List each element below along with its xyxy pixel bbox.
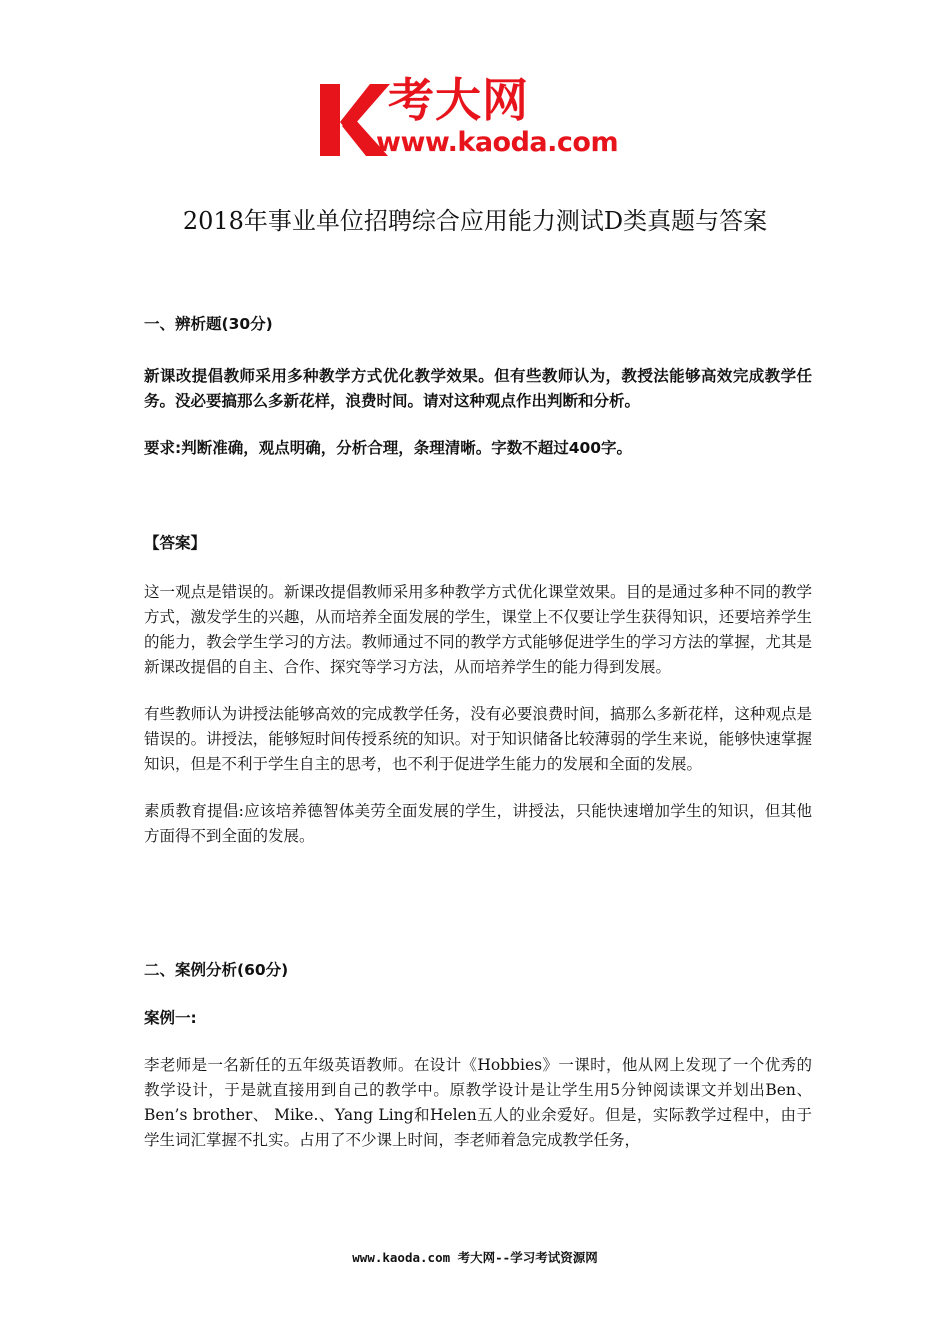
section2-heading: 二、案例分析(60分) [144, 961, 289, 979]
case-label: 案例一: [144, 1009, 197, 1027]
section1-question: 新课改提倡教师采用多种教学方式优化教学效果。但有些教师认为，教授法能够高效完成教学任务。没必要搞那么多新花样，浪费时间。请对这种观点作出判断和分析。 [144, 367, 812, 410]
page-footer: www.kaoda.com 考大网--学习考试资源网 [352, 1250, 598, 1265]
answer-paragraph-3: 素质教育提倡:应该培养德智体美劳全面发展的学生，讲授法，只能快速增加学生的知识，但其他方面得不到全面的发展。 [144, 802, 812, 845]
kaoda-logo [318, 73, 638, 160]
answer-paragraph-1: 这一观点是错误的。新课改提倡教师采用多种教学方式优化课堂效果。目的是通过多种不同的教学方式，激发学生的兴趣，从而培养全面发展的学生，课堂上不仅要让学生获得知识，还要培养学生的能力，教会学生学习的方法。教师通过不同的教学方式能够促进学生的学习方法的掌握，尤其是新课改提倡的自主、合作、探究等学习方法，从而培养学生的能力得到发展。 [144, 583, 812, 676]
section1-heading: 一、辨析题(30分) [144, 315, 273, 333]
document-title: 2018年事业单位招聘综合应用能力测试D类真题与答案 [182, 207, 768, 235]
section1-requirement: 要求:判断准确，观点明确，分析合理，条理清晰。字数不超过400字。 [144, 439, 633, 457]
case-text: 李老师是一名新任的五年级英语教师。在设计《Hobbies》一课时，他从网上发现了一个优秀的教学设计，于是就直接用到自己的教学中。原教学设计是让学生用5分钟阅读课文并划出Ben、Ben’s brother、 Mike.、Yang Ling和Helen五人的业余爱好。但是，实际教学过程中，由于学生词汇掌握不扎实。占用了不少课上时间，李老师着急完成教学任务， [144, 1056, 812, 1149]
logo-url-text: www.kaoda.com [376, 127, 619, 158]
answer-paragraph-2: 有些教师认为讲授法能够高效的完成教学任务，没有必要浪费时间，搞那么多新花样，这种观点是错误的。讲授法，能够短时间传授系统的知识。对于知识储备比较薄弱的学生来说，能够快速掌握知识，但是不利于学生自主的思考，也不利于促进学生能力的发展和全面的发展。 [144, 705, 812, 773]
document-body [144, 312, 812, 1153]
logo-brand-text: 考大网 [388, 73, 529, 127]
answer-label: 【答案】 [144, 534, 207, 552]
